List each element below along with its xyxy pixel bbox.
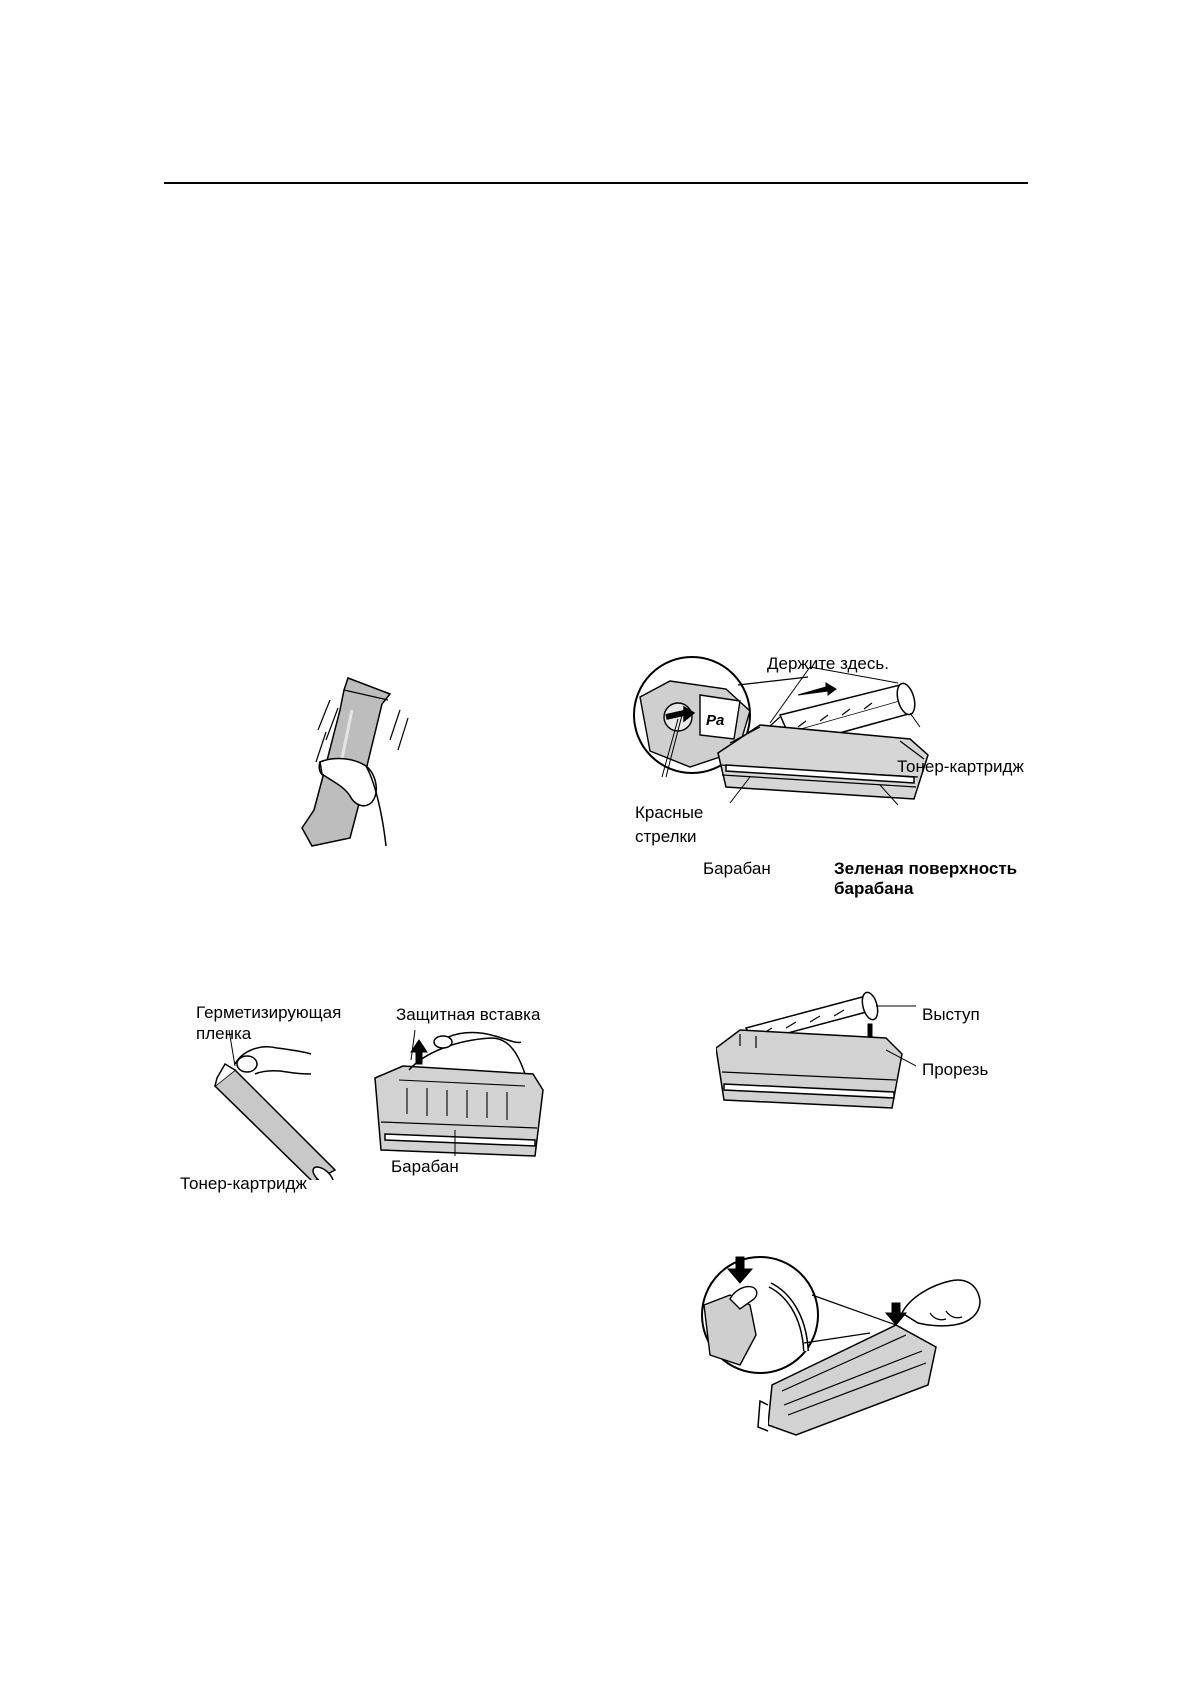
align-illustration <box>716 988 916 1118</box>
drum-align <box>716 1030 902 1108</box>
insert-arrow <box>798 683 836 695</box>
press-illustration <box>700 1255 990 1445</box>
label-hold-here: Держите здесь. <box>767 654 889 673</box>
unpack-illustration <box>195 1030 555 1180</box>
label-protective-insert: Защитная вставка <box>396 1005 541 1024</box>
label-slot: Прорезь <box>922 1060 989 1079</box>
figure-align <box>716 988 916 1118</box>
label-drum-unpack: Барабан <box>391 1157 459 1176</box>
label-green-surface-line1: Зеленая поверхность <box>834 859 1018 878</box>
label-red-arrows-line2: стрелки <box>635 827 697 846</box>
figure-press <box>700 1255 990 1445</box>
drum-with-insert <box>375 1066 543 1156</box>
figure-install <box>630 655 940 855</box>
toner-shake-illustration <box>290 670 420 850</box>
label-drum-install: Барабан <box>703 859 771 878</box>
label-toner-cartridge-install: Тонер-картридж <box>897 757 1024 776</box>
cartridge-marking: Pa <box>706 712 725 729</box>
hand-insert <box>443 1033 521 1043</box>
label-sealing-film-line1: Герметизирующая <box>196 1003 342 1022</box>
figure-toner-shake <box>290 670 420 850</box>
header-rule <box>164 182 1028 184</box>
hand-press <box>902 1280 980 1326</box>
toner-cartridge-sealed <box>215 1064 336 1180</box>
install-illustration <box>630 655 940 855</box>
label-red-arrows-line1: Красные <box>635 803 704 822</box>
figure-unpack <box>195 1030 555 1180</box>
label-green-surface-line2: барабана <box>834 879 914 898</box>
label-tab: Выступ <box>922 1005 980 1024</box>
label-sealing-film-line2: пленка <box>196 1024 252 1043</box>
label-toner-cartridge-unpack: Тонер-картридж <box>180 1174 307 1193</box>
down-arrow-press <box>886 1303 906 1325</box>
